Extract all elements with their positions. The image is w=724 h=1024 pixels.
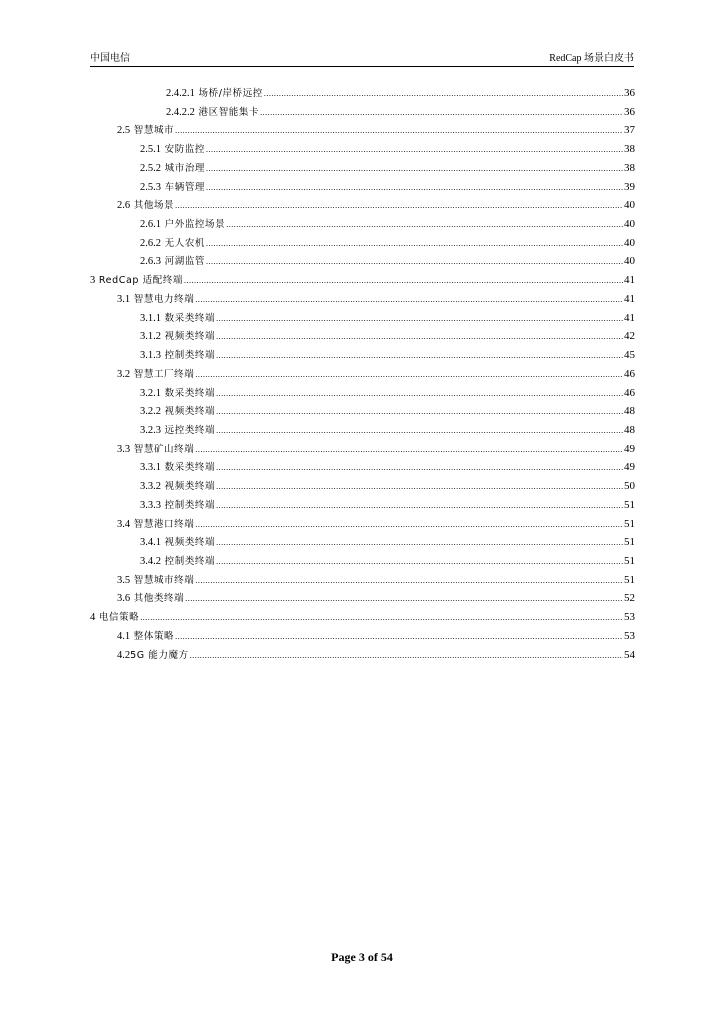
toc-entry[interactable] [90, 533, 635, 552]
toc-entry-number: 3.2.2 [140, 406, 161, 418]
toc-entry-text: 智慧电力终端 [133, 293, 195, 305]
toc-entry-text: 无人农机 [164, 237, 206, 249]
toc-entry-title [140, 497, 215, 515]
toc-entry[interactable] [90, 552, 635, 571]
toc-entry-page: 40 [624, 218, 635, 231]
toc-leader-dots [216, 328, 623, 346]
toc-entry[interactable] [90, 234, 635, 253]
toc-leader-dots [140, 609, 623, 627]
toc-entry-text: 控制类终端 [164, 555, 216, 567]
toc-entry-title [117, 572, 194, 590]
toc-entry-page: 51 [624, 554, 635, 567]
toc-entry-title [140, 553, 215, 571]
toc-entry-number: 3.4.2 [140, 555, 161, 567]
toc-entry-number: 3.3.1 [140, 462, 161, 474]
toc-entry-title [117, 291, 194, 309]
toc-entry-number: 3.4.1 [140, 537, 161, 549]
toc-entry-page: 50 [624, 480, 635, 493]
toc-entry-number: 3.3.3 [140, 499, 161, 511]
toc-entry-title [117, 628, 174, 646]
toc-entry-title [117, 366, 194, 384]
toc-entry-page: 40 [624, 199, 635, 212]
toc-leader-dots [184, 272, 623, 290]
toc-entry-page: 46 [624, 367, 635, 380]
toc-entry-number: 2.5.2 [140, 162, 161, 174]
toc-leader-dots [206, 141, 623, 159]
toc-entry-title [140, 235, 205, 253]
toc-entry-text: 智慧城市 [133, 125, 175, 137]
toc-leader-dots [216, 310, 623, 328]
toc-leader-dots [195, 291, 623, 309]
toc-entry-title [117, 647, 189, 665]
toc-entry-title [140, 216, 225, 234]
toc-entry-title [117, 441, 194, 459]
toc-entry-number: 2.5.3 [140, 181, 161, 193]
toc-entry-text: 户外监控场景 [164, 219, 226, 231]
toc-entry-page: 37 [624, 124, 635, 137]
toc-entry-page: 53 [624, 629, 635, 642]
toc-entry-number: 3.6 [117, 593, 131, 605]
toc-entry[interactable] [90, 159, 635, 178]
toc-entry-title [140, 328, 215, 346]
toc-entry[interactable] [90, 290, 635, 309]
toc-entry-page: 40 [624, 255, 635, 268]
toc-entry-title [140, 179, 205, 197]
toc-entry-text: 智慧港口终端 [133, 518, 195, 530]
toc-entry-page: 54 [624, 648, 635, 661]
toc-entry-page: 53 [624, 611, 635, 624]
toc-entry-title [140, 422, 215, 440]
toc-entry-text: 港区智能集卡 [198, 106, 260, 118]
toc-entry-page: 40 [624, 236, 635, 249]
toc-entry-number: 2.6.2 [140, 237, 161, 249]
toc-leader-dots [175, 628, 623, 646]
toc-leader-dots [195, 572, 623, 590]
toc-entry[interactable] [90, 477, 635, 496]
toc-entry-title [117, 516, 194, 534]
toc-entry-number: 3.1.2 [140, 331, 161, 343]
toc-entry-page: 46 [624, 386, 635, 399]
toc-entry-title [140, 403, 215, 421]
toc-entry-text: 智慧城市终端 [133, 574, 195, 586]
toc-leader-dots [260, 104, 623, 122]
toc-leader-dots [206, 179, 623, 197]
toc-entry-number: 4.2 [117, 649, 131, 661]
toc-entry[interactable] [90, 384, 635, 403]
toc-leader-dots [216, 553, 623, 571]
toc-entry-page: 48 [624, 423, 635, 436]
toc-entry[interactable] [90, 402, 635, 421]
toc-entry-number: 2.4.2.1 [166, 88, 195, 99]
toc-leader-dots [175, 122, 623, 140]
toc-leader-dots [206, 253, 623, 271]
toc-entry-page: 49 [624, 442, 635, 455]
toc-leader-dots [216, 534, 623, 552]
toc-entry-title [140, 347, 215, 365]
toc-entry-title [140, 253, 205, 271]
toc-entry-text: 视频类终端 [164, 537, 216, 549]
toc-entry[interactable] [90, 271, 635, 290]
toc-entry[interactable] [90, 440, 635, 459]
toc-leader-dots [195, 441, 623, 459]
toc-entry[interactable] [90, 627, 635, 646]
toc-entry-page: 48 [624, 405, 635, 418]
toc-entry-number: 3 [90, 275, 96, 287]
toc-entry[interactable] [90, 84, 635, 103]
toc-entry-text: 河湖监管 [164, 256, 206, 268]
header-doc-title: RedCap 场景白皮书 [549, 53, 634, 64]
toc-entry-page: 52 [624, 592, 635, 605]
toc-leader-dots [216, 497, 623, 515]
toc-entry-title [117, 122, 174, 140]
toc-entry-text: 控制类终端 [164, 350, 216, 362]
toc-entry-page: 51 [624, 573, 635, 586]
table-of-contents [90, 84, 635, 664]
toc-entry-title [140, 310, 215, 328]
toc-entry-text: 电信策略 [98, 612, 140, 624]
toc-entry-text: 视频类终端 [164, 481, 216, 493]
toc-entry[interactable] [90, 140, 635, 159]
toc-entry-number: 2.5.1 [140, 144, 161, 156]
toc-entry-text: RedCap 适配终端 [98, 275, 184, 287]
toc-entry[interactable] [90, 327, 635, 346]
toc-entry-text: 智慧矿山终端 [133, 443, 195, 455]
toc-entry[interactable] [90, 121, 635, 140]
toc-entry[interactable] [90, 309, 635, 328]
toc-entry-text: 数采类终端 [164, 387, 216, 399]
toc-entry-title [140, 459, 215, 477]
toc-entry-page: 41 [624, 292, 635, 305]
toc-leader-dots [216, 385, 623, 403]
toc-entry-text: 远控类终端 [164, 424, 216, 436]
toc-entry-text: 其他场景 [133, 200, 175, 212]
toc-entry-title [140, 385, 215, 403]
toc-entry-number: 2.5 [117, 125, 131, 137]
toc-entry[interactable] [90, 365, 635, 384]
toc-leader-dots [216, 347, 623, 365]
toc-leader-dots [195, 516, 623, 534]
toc-entry-text: 数采类终端 [164, 312, 216, 324]
toc-entry-number: 2.6 [117, 200, 131, 212]
toc-entry-page: 38 [624, 161, 635, 174]
toc-entry-text: 视频类终端 [164, 331, 216, 343]
toc-leader-dots [206, 235, 623, 253]
toc-entry-text: 智慧工厂终端 [133, 368, 195, 380]
toc-leader-dots [185, 590, 623, 608]
toc-entry-title [166, 85, 263, 103]
toc-entry-text: 场桥/岸桥远控 [198, 88, 263, 99]
toc-entry[interactable] [90, 589, 635, 608]
toc-entry-title [166, 104, 259, 122]
toc-entry-page: 51 [624, 517, 635, 530]
toc-entry-number: 4.1 [117, 630, 131, 642]
toc-entry[interactable] [90, 571, 635, 590]
toc-entry-title [90, 272, 183, 290]
toc-entry-text: 其他类终端 [133, 593, 185, 605]
toc-entry-page: 51 [624, 536, 635, 549]
toc-entry-number: 3.2.1 [140, 387, 161, 399]
toc-leader-dots [190, 647, 623, 665]
toc-entry[interactable] [90, 608, 635, 627]
toc-entry-page: 49 [624, 461, 635, 474]
toc-entry[interactable] [90, 515, 635, 534]
toc-entry-text: 数采类终端 [164, 462, 216, 474]
toc-entry-page: 38 [624, 143, 635, 156]
toc-entry[interactable] [90, 252, 635, 271]
toc-entry-number: 3.4 [117, 518, 131, 530]
toc-leader-dots [216, 478, 623, 496]
toc-entry-number: 3.5 [117, 574, 131, 586]
toc-entry-page: 36 [624, 105, 635, 118]
toc-entry-title [90, 609, 139, 627]
toc-entry[interactable] [90, 103, 635, 122]
page-header [90, 52, 634, 67]
toc-leader-dots [216, 459, 623, 477]
toc-entry-number: 2.6.1 [140, 219, 161, 231]
toc-entry-page: 45 [624, 349, 635, 362]
toc-leader-dots [216, 422, 623, 440]
toc-entry-title [140, 141, 205, 159]
page-number: Page 3 of 54 [331, 950, 393, 964]
toc-leader-dots [226, 216, 623, 234]
toc-entry[interactable] [90, 646, 635, 665]
toc-entry-number: 3.1.1 [140, 312, 161, 324]
toc-entry-number: 3.3.2 [140, 481, 161, 493]
toc-entry-number: 3.1.3 [140, 350, 161, 362]
toc-entry[interactable] [90, 196, 635, 215]
toc-entry-text: 车辆管理 [164, 181, 206, 193]
toc-entry-page: 41 [624, 274, 635, 287]
toc-entry-page: 36 [624, 87, 635, 99]
toc-entry-title [140, 534, 215, 552]
toc-entry-text: 控制类终端 [164, 499, 216, 511]
header-company: 中国电信 [90, 53, 130, 64]
toc-leader-dots [195, 366, 623, 384]
toc-entry-number: 3.1 [117, 293, 131, 305]
toc-entry-number: 2.4.2.2 [166, 106, 195, 118]
toc-entry-page: 51 [624, 498, 635, 511]
toc-entry[interactable] [90, 346, 635, 365]
toc-entry[interactable] [90, 458, 635, 477]
toc-entry-text: 5G 能力魔方 [130, 649, 189, 661]
toc-entry-title [140, 160, 205, 178]
toc-leader-dots [206, 160, 623, 178]
toc-entry[interactable] [90, 215, 635, 234]
toc-entry-page: 39 [624, 180, 635, 193]
toc-entry-number: 3.2 [117, 368, 131, 380]
toc-entry-number: 3.3 [117, 443, 131, 455]
toc-entry-text: 城市治理 [164, 162, 206, 174]
toc-entry-text: 整体策略 [133, 630, 175, 642]
toc-leader-dots [175, 197, 623, 215]
toc-entry-number: 3.2.3 [140, 424, 161, 436]
toc-entry[interactable] [90, 496, 635, 515]
toc-entry-text: 视频类终端 [164, 406, 216, 418]
toc-entry-title [117, 590, 184, 608]
toc-entry-number: 2.6.3 [140, 256, 161, 268]
toc-entry-title [117, 197, 174, 215]
toc-leader-dots [216, 403, 623, 421]
toc-entry-number: 4 [90, 612, 96, 624]
toc-entry[interactable] [90, 178, 635, 197]
toc-entry-text: 安防监控 [164, 144, 206, 156]
toc-entry[interactable] [90, 421, 635, 440]
toc-leader-dots [264, 85, 623, 103]
toc-entry-page: 42 [624, 330, 635, 343]
toc-entry-page: 41 [624, 311, 635, 324]
toc-entry-title [140, 478, 215, 496]
